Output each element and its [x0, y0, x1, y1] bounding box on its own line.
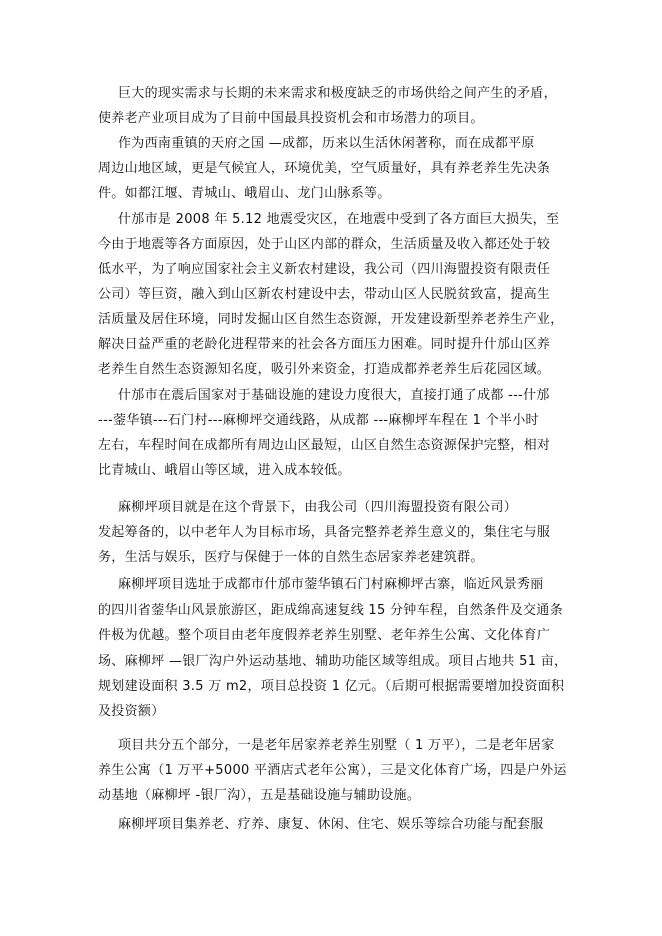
- paragraph-line: 麻柳坪项目选址于成都市什邡市蓥华镇石门村麻柳坪古寨，临近风景秀丽: [118, 577, 544, 592]
- paragraph-line: 左右，车程时间在成都所有周边山区最短，山区自然生态资源保护完整，相对: [98, 438, 551, 453]
- paragraph-line: 低水平，为了响应国家社会主义新农村建设，我公司（四川海盟投资有限责任: [98, 262, 551, 277]
- paragraph-line: 比青城山、峨眉山等区域，进入成本较低。: [98, 463, 351, 478]
- paragraph-line: 及投资额）: [98, 704, 165, 719]
- paragraph-line: 周边山地区域，更是气候宜人，环境优美，空气质量好，具有养老养生先决条: [98, 161, 551, 176]
- paragraph-line: 今由于地震等各方面原因，处于山区内部的群众，生活质量及收入都还处于较: [98, 237, 551, 252]
- paragraph-line: 公司）等巨资，融入到山区新农村建设中去，带动山区人民脱贫致富，提高生: [98, 287, 551, 302]
- paragraph-line: 活质量及居住环境，同时发掘山区自然生态资源，开发建设新型养老养生产业，: [98, 312, 564, 327]
- paragraph-line: 作为西南重镇的天府之国 —成都，历来以生活休闲著称，而在成都平原: [118, 136, 535, 151]
- paragraph-line: 件。如都江堰、青城山、峨眉山、龙门山脉系等。: [98, 186, 391, 201]
- paragraph-line: 的四川省蓥华山风景旅游区，距成绵高速复线 15 分钟车程，自然条件及交通条: [98, 603, 563, 618]
- paragraph-line: 养生公寓（1 万平+5000 平酒店式老年公寓），三是文化体育广场，四是户外运: [98, 763, 567, 778]
- paragraph-line: 麻柳坪项目集养老、疗养、康复、休闲、住宅、娱乐等综合功能与配套服: [118, 817, 544, 832]
- paragraph-line: 解决日益严重的老龄化进程带来的社会各方面压力困难。同时提升什邡山区养: [98, 337, 551, 352]
- paragraph-line: ---蓥华镇---石门村---麻柳坪交通线路，从成都 ---麻柳坪车程在 1 个半小时: [98, 413, 539, 428]
- paragraph-line: 件极为优越。整个项目由老年度假养老养生别墅、老年养生公寓、文化体育广: [98, 628, 551, 643]
- paragraph-line: 动基地（麻柳坪 -银厂沟），五是基础设施与辅助设施。: [98, 788, 421, 803]
- paragraph-line: 发起筹备的，以中老年人为目标市场，具备完整养老养生意义的，集住宅与服: [98, 525, 551, 540]
- paragraph-line: 务，生活与娱乐，医疗与保健于一体的自然生态居家养老建筑群。: [98, 550, 484, 565]
- paragraph-line: 老养生自然生态资源知名度，吸引外来资金，打造成都养老养生后花园区域。: [98, 362, 551, 377]
- paragraph-line: 什邡市在震后国家对于基础设施的建设力度很大，直接打通了成都 ---什邡: [118, 388, 550, 403]
- paragraph-line: 使养老产业项目成为了目前中国最具投资机会和市场潜力的项目。: [98, 111, 484, 126]
- paragraph-line: 巨大的现实需求与长期的未来需求和极度缺乏的市场供给之间产生的矛盾，: [118, 86, 557, 101]
- paragraph-line: 项目共分五个部分，一是老年居家养老养生别墅（ 1 万平），二是老年居家: [118, 738, 555, 753]
- paragraph-line: 麻柳坪项目就是在这个背景下，由我公司（四川海盟投资有限公司）: [118, 500, 518, 515]
- paragraph-line: 规划建设面积 3.5 万 m2，项目总投资 1 亿元。（后期可根据需要增加投资面积: [98, 679, 565, 694]
- paragraph-line: 什邡市是 2008 年 5.12 地震受灾区，在地震中受到了各方面巨大损失，至: [118, 212, 560, 227]
- paragraph-line: 场、麻柳坪 —银厂沟户外运动基地、辅助功能区域等组成。项目占地共 51 亩，: [98, 654, 568, 669]
